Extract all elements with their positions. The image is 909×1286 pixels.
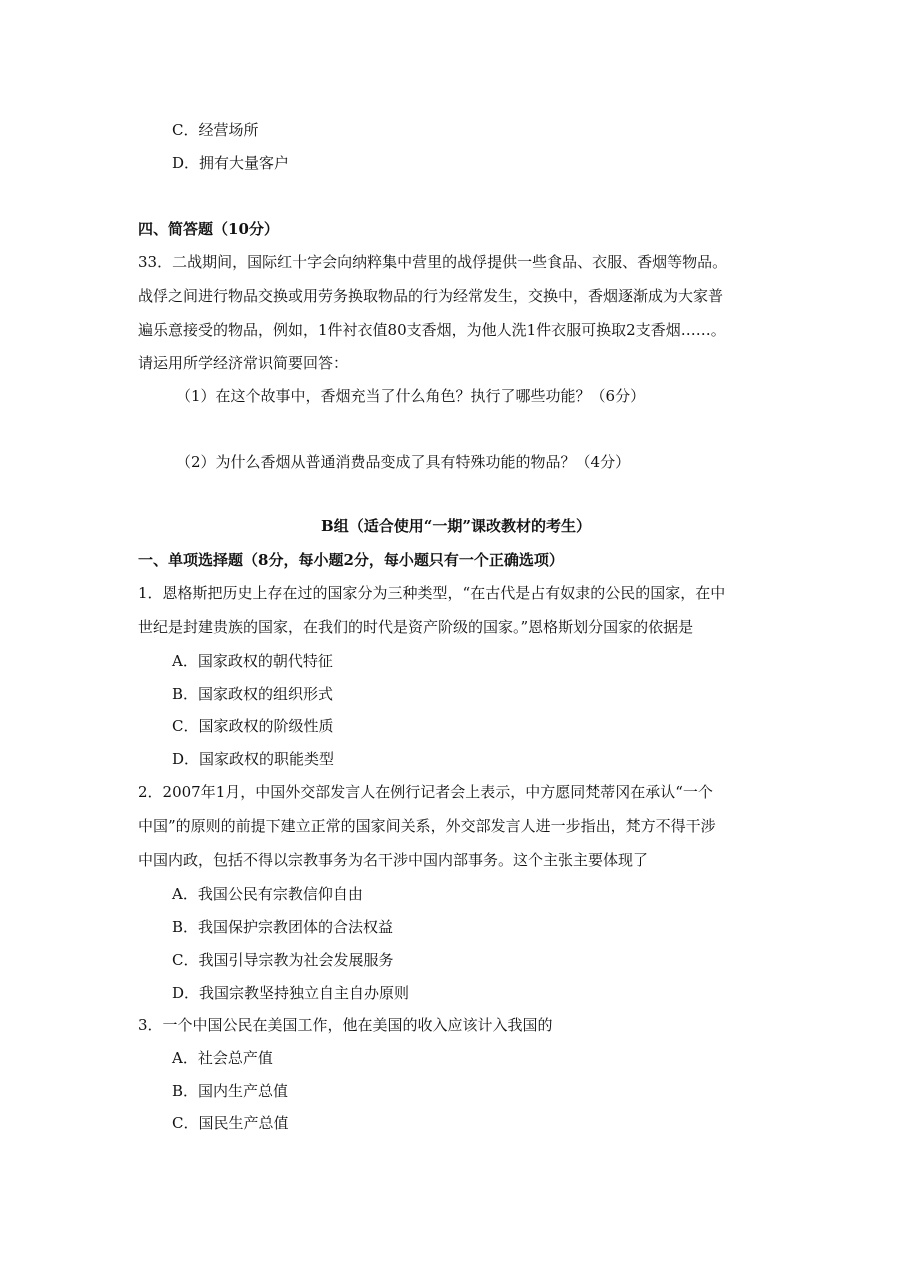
question-2-line-2: 中国”的原则的前提下建立正常的国家间关系，外交部发言人进一步指出，梵方不得干涉 <box>138 817 716 835</box>
question-2-option-d: D．我国宗教坚持独立自主自办原则 <box>172 984 410 1002</box>
question-1-option-d: D．国家政权的职能类型 <box>172 750 335 768</box>
question-2-line-1: 2．2007年1月，中国外交部发言人在例行记者会上表示，中方愿同梵蒂冈在承认“一个 <box>138 783 713 801</box>
question-33-line-3: 遍乐意接受的物品，例如，1件衬衣值80支香烟，为他人洗1件衣服可换取2支香烟……。 <box>138 321 726 339</box>
question-1-option-b: B．国家政权的组织形式 <box>172 685 334 703</box>
question-1-option-c: C．国家政权的阶级性质 <box>172 717 334 735</box>
section-4-heading: 四、简答题（10分） <box>138 220 279 238</box>
group-b-section-1-heading: 一、单项选择题（8分，每小题2分，每小题只有一个正确选项） <box>138 551 564 569</box>
sub-question-1: （1）在这个故事中，香烟充当了什么角色？执行了哪些功能？（6分） <box>176 387 646 405</box>
question-2-option-c: C．我国引导宗教为社会发展服务 <box>172 951 394 969</box>
question-1-option-a: A．国家政权的朝代特征 <box>172 652 333 670</box>
question-33-line-2: 战俘之间进行物品交换或用劳务换取物品的行为经常发生，交换中，香烟逐渐成为大家普 <box>138 287 724 305</box>
question-1-line-2: 世纪是封建贵族的国家，在我们的时代是资产阶级的国家。”恩格斯划分国家的依据是 <box>138 618 694 636</box>
prev-option-d: D．拥有大量客户 <box>172 154 290 172</box>
question-3-line-1: 3．一个中国公民在美国工作，他在美国的收入应该计入我国的 <box>138 1016 553 1034</box>
prev-option-c: C．经营场所 <box>172 121 259 139</box>
question-33-line-1: 33．二战期间，国际红十字会向纳粹集中营里的战俘提供一些食品、衣服、香烟等物品。 <box>138 253 728 271</box>
question-2-option-b: B．我国保护宗教团体的合法权益 <box>172 918 394 936</box>
question-3-option-b: B．国内生产总值 <box>172 1082 289 1100</box>
question-3-option-a: A．社会总产值 <box>172 1049 273 1067</box>
sub-question-2: （2）为什么香烟从普通消费品变成了具有特殊功能的物品？（4分） <box>176 453 631 471</box>
question-2-option-a: A．我国公民有宗教信仰自由 <box>172 885 363 903</box>
question-2-line-3: 中国内政，包括不得以宗教事务为名干涉中国内部事务。这个主张主要体现了 <box>138 851 649 869</box>
question-1-line-1: 1．恩格斯把历史上存在过的国家分为三种类型，“在古代是占有奴隶的公民的国家，在中 <box>138 584 726 602</box>
group-b-title: B组（适合使用“一期”课改教材的考生） <box>321 517 591 535</box>
question-33-line-4: 请运用所学经济常识简要回答： <box>138 354 349 372</box>
question-3-option-c: C．国民生产总值 <box>172 1114 289 1132</box>
